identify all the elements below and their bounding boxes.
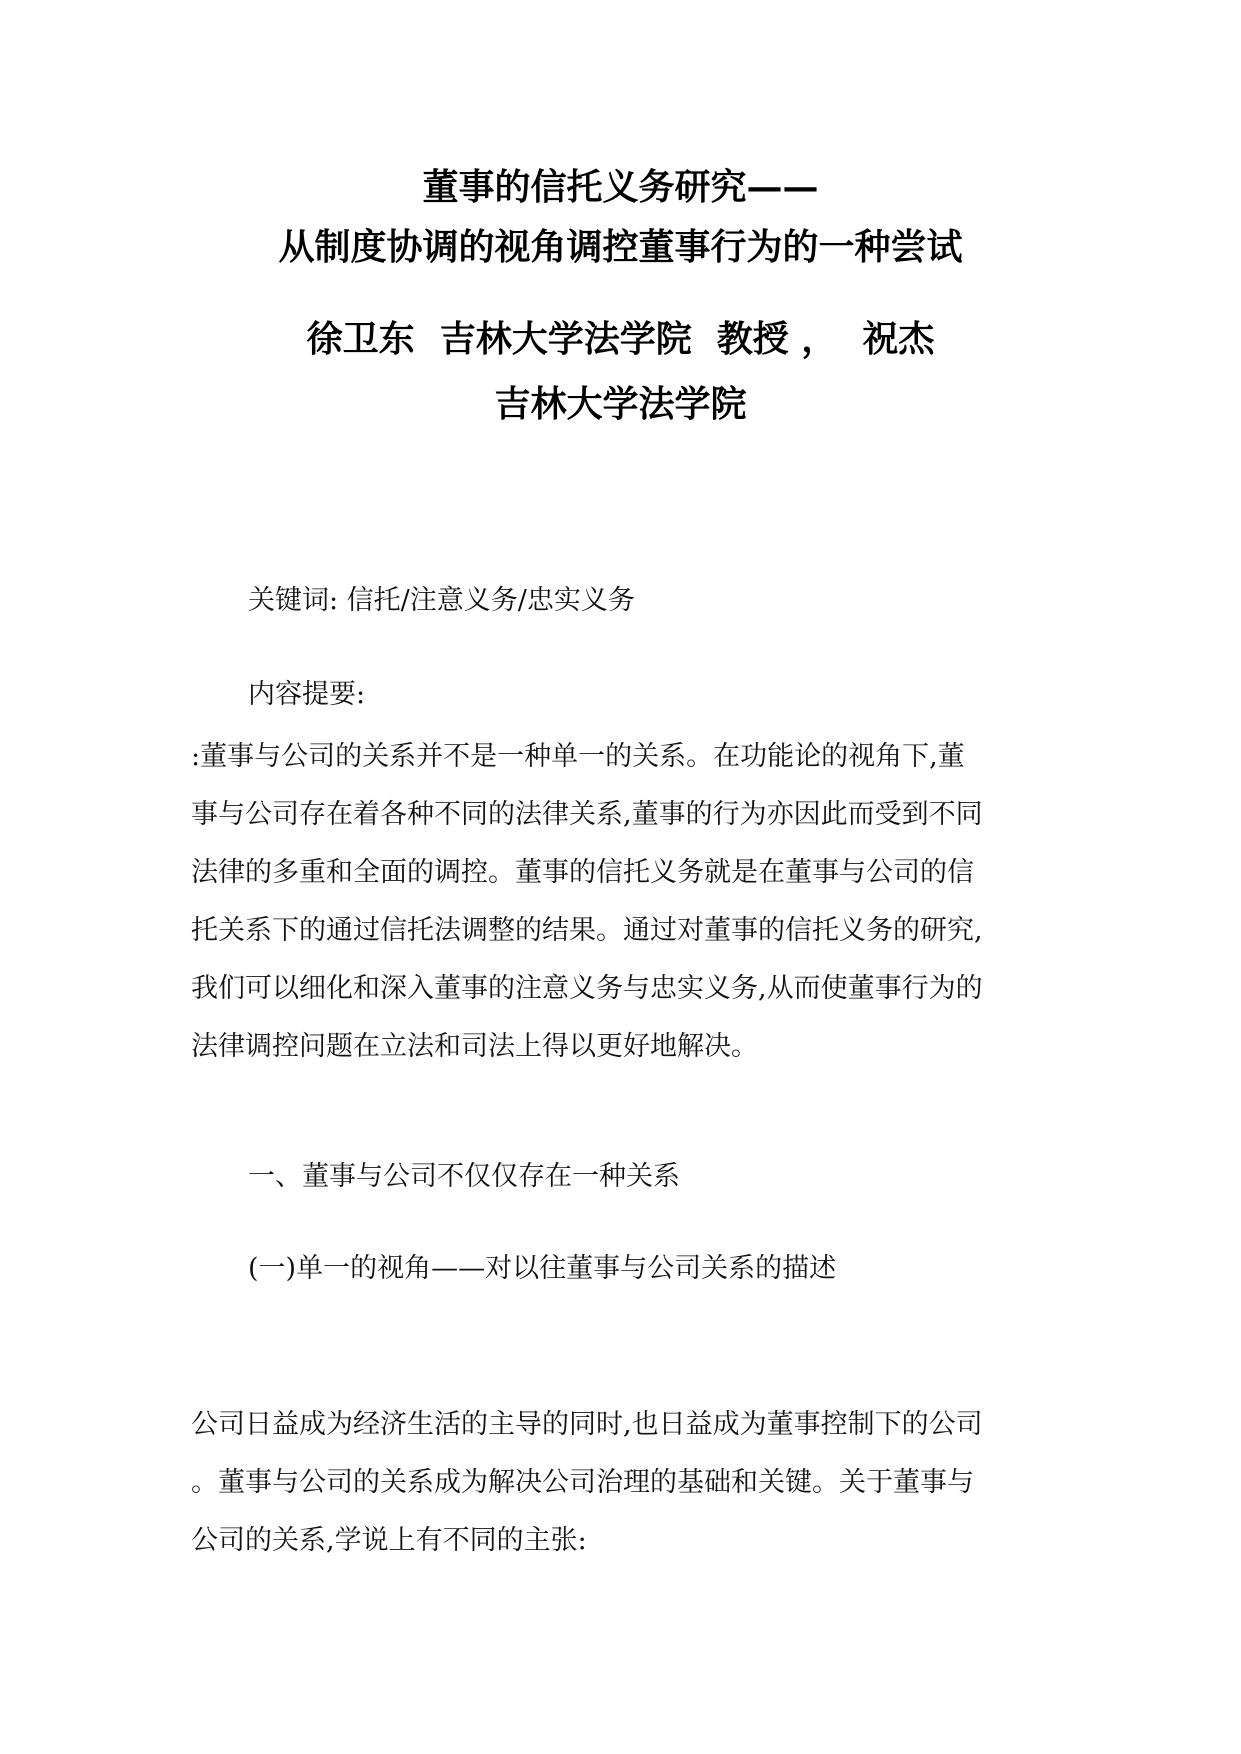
abstract-line: 法律调控问题在立法和司法上得以更好地解决。 <box>191 1031 758 1062</box>
section-subheading: (一)单一的视角——对以往董事与公司关系的描述 <box>248 1253 837 1284</box>
keywords: 关键词: 信托/注意义务/忠实义务 <box>248 585 635 616</box>
section-paragraph <box>191 1405 1071 1579</box>
abstract-line: :董事与公司的关系并不是一种单一的关系。在功能论的视角下,董 <box>191 741 965 772</box>
author-line-2: 吉林大学法学院 <box>494 383 747 425</box>
paragraph-line: 公司的关系,学说上有不同的主张: <box>191 1525 587 1556</box>
title-line-1: 董事的信托义务研究—— <box>422 166 819 208</box>
abstract-line: 事与公司存在着各种不同的法律关系,董事的行为亦因此而受到不同 <box>191 799 983 830</box>
abstract-label: 内容提要: <box>248 679 366 710</box>
author-line-1: 徐卫东 吉林大学法学院 教授 ， 祝杰 <box>306 318 935 360</box>
abstract-line: 法律的多重和全面的调控。董事的信托义务就是在董事与公司的信 <box>191 857 974 888</box>
abstract-line: 我们可以细化和深入董事的注意义务与忠实义务,从而使董事行为的 <box>191 973 983 1004</box>
section-heading: 一、董事与公司不仅仅存在一种关系 <box>248 1161 680 1192</box>
title-line-2: 从制度协调的视角调控董事行为的一种尝试 <box>278 226 963 268</box>
paragraph-line: 。董事与公司的关系成为解决公司治理的基础和关键。关于董事与 <box>191 1467 974 1498</box>
paragraph-line: 公司日益成为经济生活的主导的同时,也日益成为董事控制下的公司 <box>191 1409 983 1440</box>
abstract-line: 托关系下的通过信托法调整的结果。通过对董事的信托义务的研究, <box>191 915 983 946</box>
abstract-body <box>191 737 1071 1085</box>
